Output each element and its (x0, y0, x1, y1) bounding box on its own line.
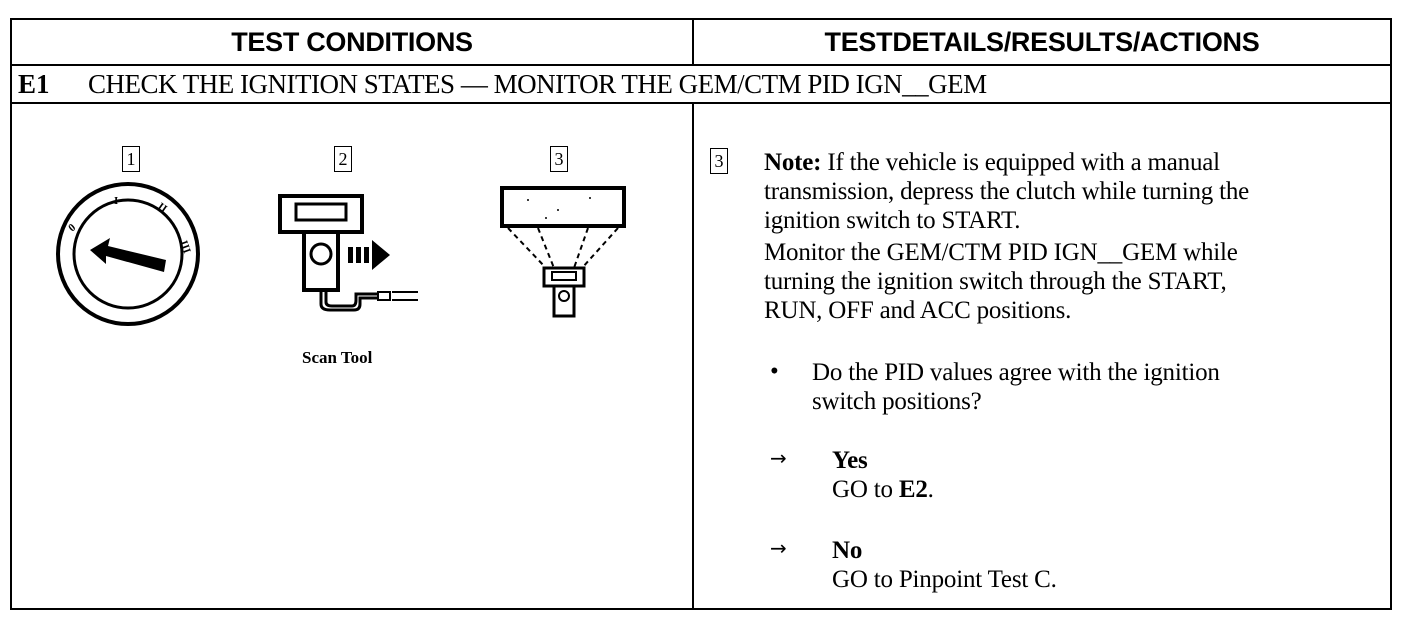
figure-1-number: 1 (122, 146, 140, 172)
ignition-mark-3: III (177, 238, 193, 256)
step-id: E1 (18, 69, 50, 99)
step-title-row (12, 64, 1390, 104)
ignition-mark-0: 0 (66, 221, 79, 235)
figure-2-number: 2 (334, 146, 352, 172)
scan-tool-display-icon (498, 184, 630, 320)
no-arrow-icon: → (770, 536, 787, 560)
yes-action-suffix: . (927, 476, 934, 503)
question-line1: Do the PID values agree with the ignition (812, 359, 1220, 386)
diagnostic-table (10, 18, 1392, 610)
test-conditions-column (12, 104, 694, 608)
test-details-header: TESTDETAILS/RESULTS/ACTIONS (824, 27, 1260, 57)
note-text-line2: transmission, depress the clutch while turning the (764, 178, 1250, 205)
test-conditions-header: TEST CONDITIONS (12, 20, 694, 64)
figure-3-number: 3 (550, 146, 568, 172)
question-paragraph (812, 358, 1220, 416)
question-line2: switch positions? (812, 388, 982, 415)
note-text-line3: ignition switch to START. (764, 207, 1021, 234)
scan-tool-caption: Scan Tool (302, 348, 373, 367)
no-action: GO to Pinpoint Test C. (832, 566, 1057, 593)
yes-result (832, 446, 934, 504)
no-result (832, 536, 1057, 594)
monitor-line2: turning the ignition switch through the START, (764, 268, 1227, 295)
yes-action-target: E2 (898, 476, 928, 503)
monitor-paragraph (764, 238, 1238, 325)
note-text-line1: If the vehicle is equipped with a manual (821, 149, 1220, 176)
step-title: CHECK THE IGNITION STATES — MONITOR THE GEM/CTM PID IGN__GEM (88, 69, 987, 99)
scan-tool-icon (274, 190, 424, 320)
ignition-switch-icon (54, 180, 202, 328)
ignition-mark-2: II (155, 200, 170, 216)
monitor-line3: RUN, OFF and ACC positions. (764, 297, 1072, 324)
yes-action-prefix: GO to (832, 476, 899, 503)
yes-arrow-icon: → (770, 446, 787, 470)
bullet-icon: • (770, 358, 779, 385)
ignition-mark-1: I (114, 195, 119, 207)
note-label: Note: (764, 149, 822, 176)
test-details-column (694, 104, 1390, 608)
note-paragraph (764, 148, 1249, 235)
details-step-number: 3 (710, 148, 728, 174)
yes-label: Yes (832, 447, 868, 474)
no-label: No (832, 537, 863, 564)
monitor-line1: Monitor the GEM/CTM PID IGN__GEM while (764, 239, 1238, 266)
